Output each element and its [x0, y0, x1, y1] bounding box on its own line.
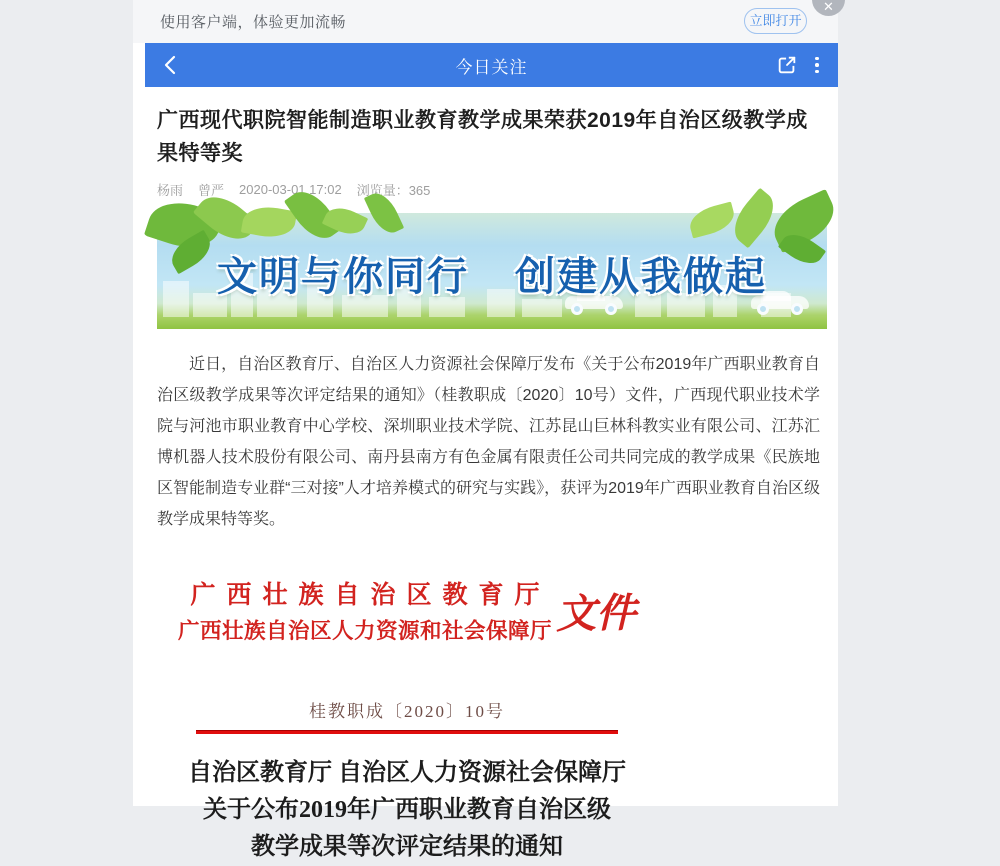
author-name: 曾严 — [198, 183, 225, 198]
promo-text: 使用客户端，体验更加流畅 — [160, 14, 347, 31]
content-card — [133, 0, 838, 860]
document-red-header — [157, 575, 657, 645]
back-icon — [159, 53, 183, 77]
article-title: 广西现代职院智能制造职业教育教学成果荣获2019年自治区级教学成果特等奖 — [157, 109, 808, 165]
hero-banner-image[interactable] — [157, 213, 827, 329]
document-red-rule — [196, 730, 618, 734]
author-name: 杨雨 — [157, 183, 184, 198]
document-title-line1: 自治区教育厅 自治区人力资源社会保障厅 — [188, 760, 626, 786]
view-count: 浏览量：365 — [356, 183, 431, 198]
grass-decoration — [157, 317, 827, 329]
publish-datetime: 2020-03-01 17:02 — [239, 182, 342, 197]
promo-bar — [133, 0, 838, 43]
more-icon — [815, 57, 819, 61]
document-number: 桂教职成〔2020〕10号 — [309, 702, 505, 721]
document-type-label: 文件 — [555, 589, 637, 637]
more-menu-button[interactable] — [808, 54, 826, 76]
banner-slogan: 文明与你同行 创建从我做起 — [217, 255, 767, 299]
share-button[interactable] — [776, 54, 798, 76]
document-org-line2: 广西壮族自治区人力资源和社会保障厅 — [177, 619, 552, 643]
page-title: 今日关注 — [455, 57, 528, 77]
official-document-image[interactable] — [157, 575, 657, 866]
close-icon: ✕ — [823, 0, 834, 14]
article-meta — [157, 180, 814, 199]
article-paragraph: 近日，自治区教育厅、自治区人力资源社会保障厅发布《关于公布2019年广西职业教育自治区级教学成果等次评定结果的通知》（桂教职成〔2020〕10号）文件，广西现代职业技术学院与河池市职业教育中心学校、深圳职业技术学院、江苏昆山巨林科教实业有限公司、江苏汇博机器人技术股份有限公司、南丹县南方有色金属有限责任公司共同完成的教学成果《民族地区智能制造专业群“三对接”人才培养模式的研究与实践》，获评为2019年广西职业教育自治区级教学成果特等奖。 — [157, 356, 820, 528]
open-app-button[interactable]: 立即打开 — [744, 8, 807, 34]
close-promo-button[interactable] — [812, 0, 845, 16]
app-header — [145, 43, 838, 87]
back-button[interactable] — [159, 53, 183, 77]
document-org-line1: 广西壮族自治区教育厅 — [190, 582, 551, 609]
document-title-line3: 教学成果等次评定结果的通知 — [251, 834, 563, 860]
document-title — [157, 755, 657, 866]
document-title-line2: 关于公布2019年广西职业教育自治区级 — [203, 797, 611, 823]
share-icon — [776, 54, 798, 76]
